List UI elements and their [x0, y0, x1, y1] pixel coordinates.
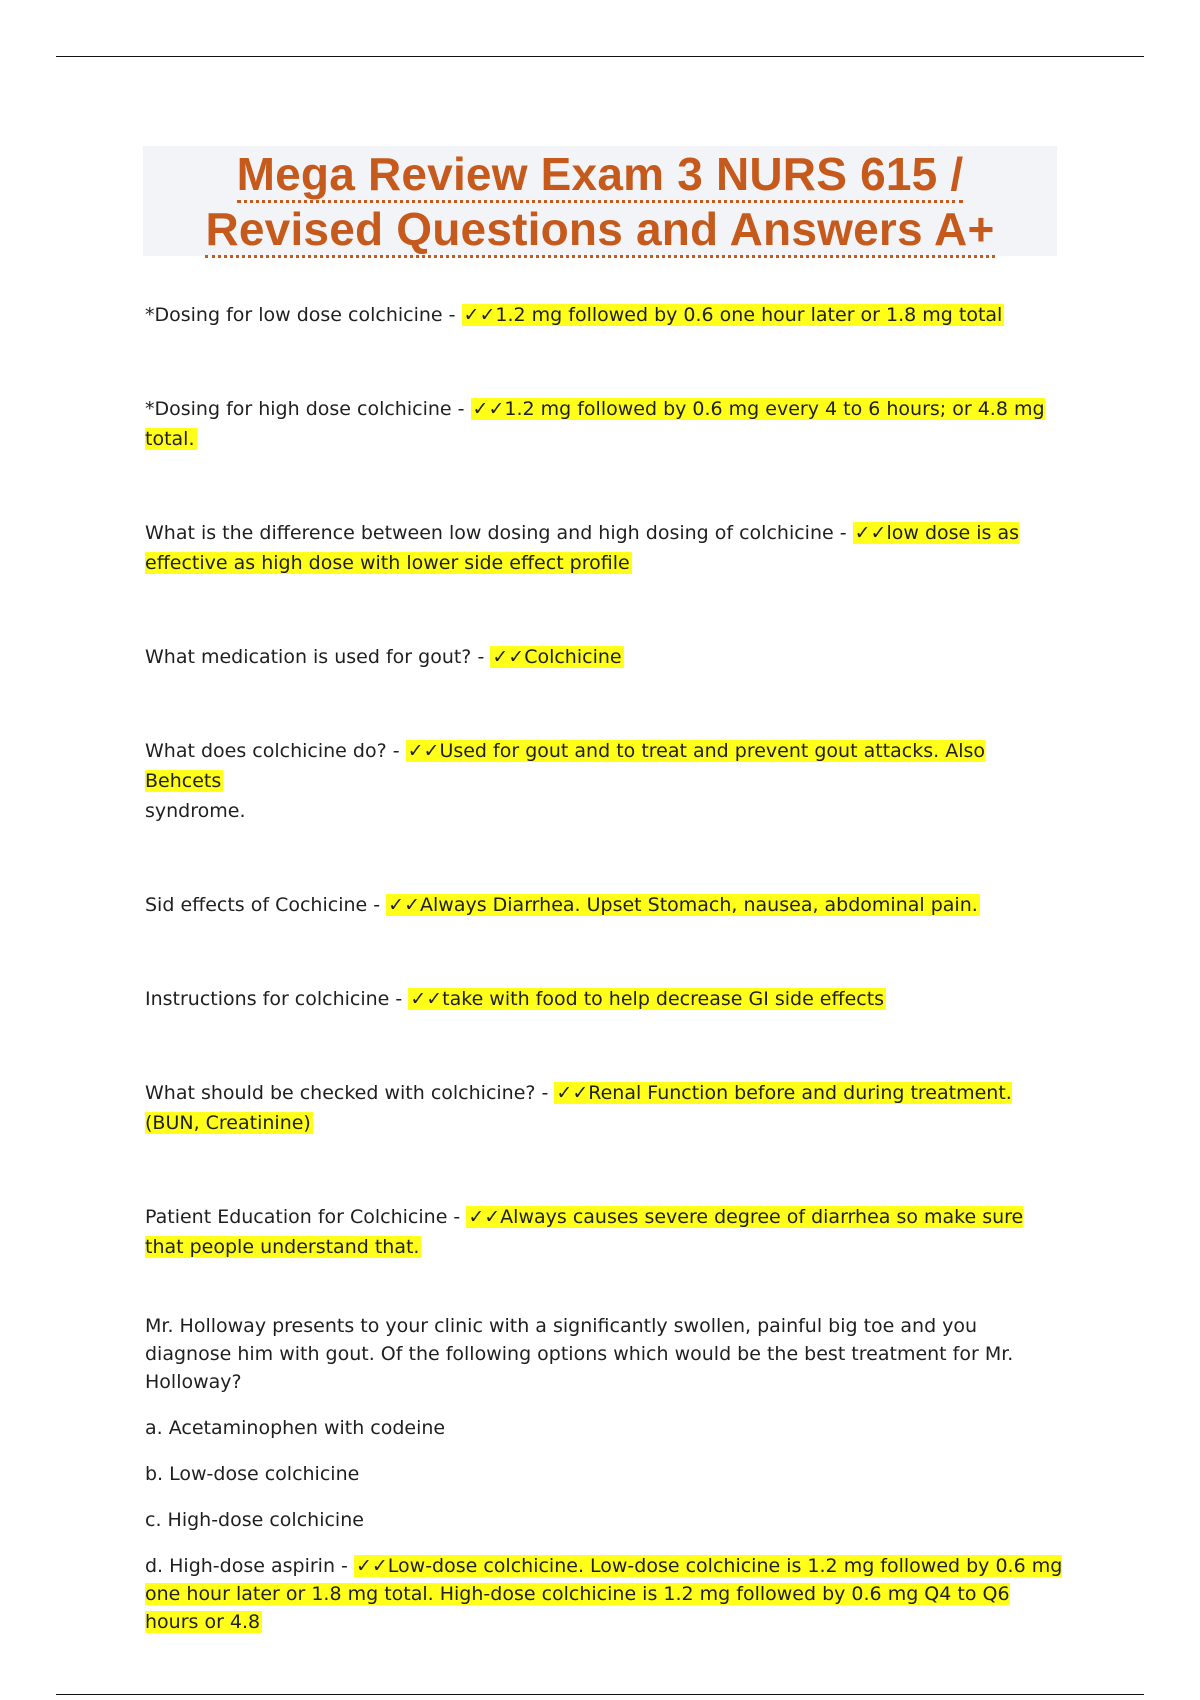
- option-d-text: d. High-dose aspirin: [145, 1555, 335, 1577]
- answer-highlight: [462, 304, 1005, 326]
- answer-text: Renal Function before and during treatment. (BUN, Creatinine): [145, 1082, 1012, 1134]
- answer-text: Used for gout and to treat and prevent gout attacks. Also Behcets: [145, 740, 986, 792]
- answer-highlight: [386, 894, 980, 916]
- option-a: a. Acetaminophen with codeine: [145, 1417, 446, 1439]
- question-text: *Dosing for low dose colchicine: [145, 304, 443, 326]
- case-scenario: [145, 1312, 1065, 1636]
- checkmark-icon: ✓✓: [556, 1082, 589, 1104]
- checkmark-icon: ✓✓: [492, 646, 525, 668]
- answer-highlight: [408, 988, 886, 1010]
- qa-item: Sid effects of Cochicine - ✓✓Always Diarrhea. Upset Stomach, nausea, abdominal pain.: [145, 894, 978, 916]
- option-d: d. High-dose aspirin - ✓✓Low-dose colchicine. Low-dose colchicine is 1.2 mg followed by 0.6 mg one hour later or 1.8 mg total. High-dose colchicine is 1.2 mg followed by 0.6 mg Q4 to Q6 hours or 4.8: [145, 1555, 1063, 1633]
- qa-item: Patient Education for Colchicine - ✓✓Always causes severe degree of diarrhea so make sure that people understand that.: [145, 1206, 1024, 1258]
- checkmark-icon: ✓✓: [472, 398, 505, 420]
- question-text: What should be checked with colchicine?: [145, 1082, 536, 1104]
- question-text: *Dosing for high dose colchicine: [145, 398, 452, 420]
- question-text: What is the difference between low dosing and high dosing of colchicine: [145, 522, 834, 544]
- scenario-stem: Mr. Holloway presents to your clinic with a significantly swollen, painful big toe and you diagnose him with gout. Of the following options which would be the best treatment for Mr. Holloway?: [145, 1315, 1014, 1393]
- top-rule: [56, 56, 1144, 57]
- qa-item: What medication is used for gout? - ✓✓Colchicine: [145, 646, 622, 668]
- qa-item: What does colchicine do? - ✓✓Used for gout and to treat and prevent gout attacks. Also Behcets syndrome.: [145, 740, 986, 822]
- answer-text: Colchicine: [524, 646, 622, 668]
- question-text: What does colchicine do?: [145, 740, 387, 762]
- question-text: Sid effects of Cochicine: [145, 894, 368, 916]
- checkmark-icon: ✓✓: [388, 894, 420, 916]
- qa-item: What should be checked with colchicine? - ✓✓Renal Function before and during treatment. (BUN, Creatinine): [145, 1082, 1012, 1134]
- answer-text: 1.2 mg followed by 0.6 mg every 4 to 6 hours; or 4.8 mg total.: [145, 398, 1045, 450]
- answer-highlight: [490, 646, 623, 668]
- answer-text: take with food to help decrease GI side effects: [442, 988, 885, 1010]
- checkmark-icon: ✓✓: [410, 988, 443, 1010]
- question-text: Patient Education for Colchicine: [145, 1206, 448, 1228]
- answer-tail-text: syndrome.: [145, 800, 246, 822]
- answer-text: Low-dose colchicine. Low-dose colchicine is 1.2 mg followed by 0.6 mg one hour later or 1.8 mg total. High-dose colchicine is 1.2 mg followed by 0.6 mg Q4 to Q6 hours or 4.8: [145, 1555, 1063, 1633]
- qa-content: [145, 300, 1065, 1636]
- qa-item: Instructions for colchicine - ✓✓take with food to help decrease GI side effects: [145, 988, 885, 1010]
- checkmark-icon: ✓✓: [463, 304, 496, 326]
- qa-item: *Dosing for high dose colchicine - ✓✓1.2 mg followed by 0.6 mg every 4 to 6 hours; or 4.8 mg total.: [145, 398, 1045, 450]
- checkmark-icon: ✓✓: [854, 522, 887, 544]
- option-b: b. Low-dose colchicine: [145, 1463, 360, 1485]
- answer-text: Always Diarrhea. Upset Stomach, nausea, abdominal pain.: [420, 894, 978, 916]
- checkmark-icon: ✓✓: [468, 1206, 501, 1228]
- title-banner: [143, 146, 1057, 256]
- answer-text: 1.2 mg followed by 0.6 one hour later or 1.8 mg total: [495, 304, 1003, 326]
- answer-text: low dose is as effective as high dose with lower side effect profile: [145, 522, 1020, 574]
- question-text: Instructions for colchicine: [145, 988, 390, 1010]
- checkmark-icon: ✓✓: [407, 740, 440, 762]
- checkmark-icon: ✓✓: [355, 1555, 388, 1577]
- qa-item: *Dosing for low dose colchicine - ✓✓1.2 mg followed by 0.6 one hour later or 1.8 mg total: [145, 304, 1003, 326]
- title-line-2: Revised Questions and Answers A+: [205, 203, 994, 258]
- bottom-rule: [56, 1694, 1144, 1695]
- option-c: c. High-dose colchicine: [145, 1509, 364, 1531]
- question-text: What medication is used for gout?: [145, 646, 472, 668]
- title-line-1: Mega Review Exam 3 NURS 615 /: [237, 148, 964, 203]
- qa-item: What is the difference between low dosing and high dosing of colchicine - ✓✓low dose is as effective as high dose with lower side effect profile: [145, 522, 1020, 574]
- answer-text: Always causes severe degree of diarrhea so make sure that people understand that.: [145, 1206, 1024, 1258]
